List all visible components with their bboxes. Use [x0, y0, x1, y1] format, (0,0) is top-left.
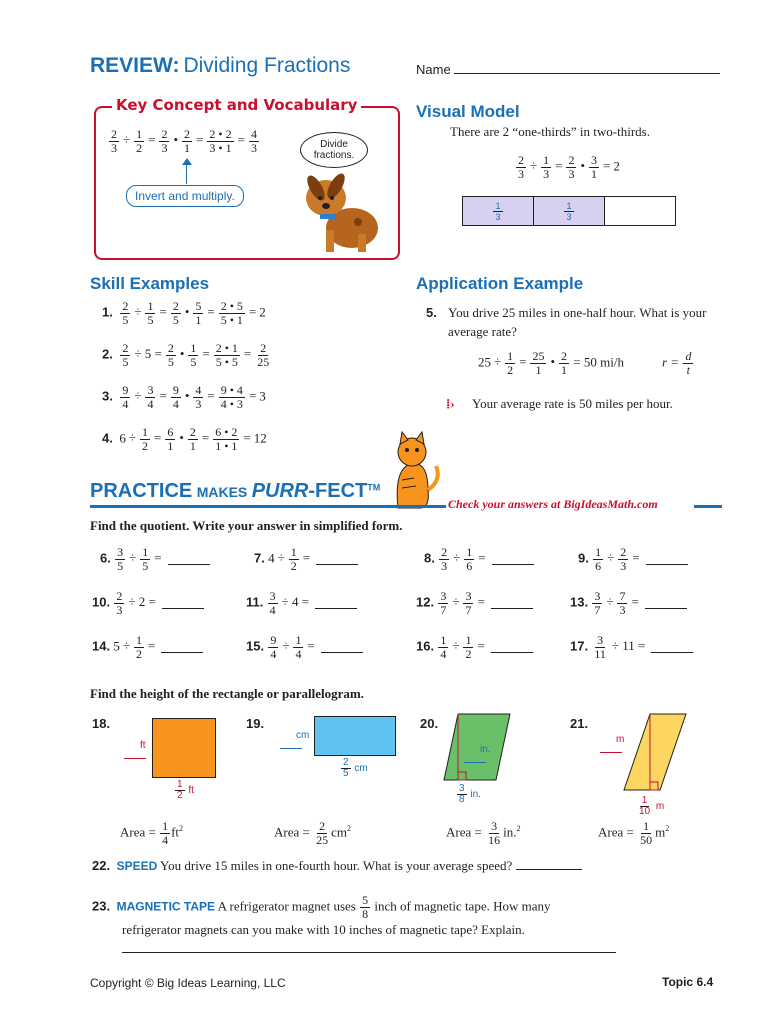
skill-examples-title: Skill Examples: [90, 274, 210, 293]
base-label-19: $\frac{2}{5}$ cm: [343, 757, 368, 779]
bar-segment: 1 3: [534, 197, 605, 225]
skill-example-4: 4. 6 ÷ $\frac{1}{2}$ = $\frac{6}{1}$ • $\frac{2}{1}$ = $\frac{6 • 2}{1 • 1}$ = 12: [102, 425, 267, 453]
problem-18-number: 18.: [92, 716, 111, 731]
height-unit-20: in.: [464, 744, 491, 766]
key-concept-title: Key Concept and Vocabulary: [112, 96, 361, 114]
instruction-height: Find the height of the rectangle or parallelogram.: [90, 686, 364, 701]
problem-15[interactable]: 15. $\frac{9}{4}$ ÷ $\frac{1}{4}$ =: [246, 634, 363, 661]
topic-label: Topic 6.4: [662, 975, 714, 989]
height-unit-18: ft: [124, 740, 146, 762]
arrow-up-icon: [182, 158, 192, 165]
review-prefix: REVIEW:: [90, 54, 180, 77]
arrow-line: [186, 162, 187, 184]
application-title: Application Example: [416, 274, 584, 293]
visual-model-text: There are 2 “one-thirds” in two-thirds.: [450, 124, 650, 139]
copyright: Copyright © Big Ideas Learning, LLC: [90, 976, 286, 990]
application-equation: 25 ÷ $\frac{1}{2}$ = $\frac{25}{1}$ • $\frac{2}{1}$ = 50 mi/h: [478, 349, 624, 377]
problem-12[interactable]: 12. $\frac{3}{7}$ ÷ $\frac{3}{7}$ =: [416, 590, 533, 617]
problem-7[interactable]: 7. 4 ÷ $\frac{1}{2}$ =: [254, 546, 358, 573]
page-title: [90, 54, 350, 78]
rectangle-shape: [314, 716, 396, 756]
banner-rule-right: [694, 505, 722, 508]
visual-model-title: Visual Model: [416, 102, 520, 121]
problem-21-number: 21.: [570, 716, 589, 731]
application-problem: 5. You drive 25 miles in one-half hour. What is your average rate?: [426, 305, 707, 339]
problem-13[interactable]: 13. $\frac{3}{7}$ ÷ $\frac{7}{3}$ =: [570, 590, 687, 617]
base-label-18: $\frac{1}{2}$ ft: [177, 779, 194, 801]
problem-22[interactable]: 22. SPEED You drive 15 miles in one-fourth hour. What is your average speed?: [92, 858, 582, 874]
square-shape: [152, 718, 216, 778]
height-unit-19: cm: [280, 730, 309, 752]
answer-arrow-icon: ⁞›: [446, 396, 455, 411]
rate-formula: r = $\frac{d}{t}$: [662, 349, 692, 377]
problem-19-number: 19.: [246, 716, 265, 731]
problem-16[interactable]: 16. $\frac{1}{4}$ ÷ $\frac{1}{2}$ =: [416, 634, 533, 661]
bar-segment-empty: [605, 197, 675, 225]
area-18: Area = $\frac{1}{4}$ $ft^2$: [120, 819, 184, 847]
base-label-21: $\frac{1}{10}$ m: [639, 795, 665, 817]
problem-14[interactable]: 14. 5 ÷ $\frac{1}{2}$ =: [92, 634, 203, 661]
cat-icon: [380, 430, 446, 510]
practice-banner: PRACTICE MAKES PURR-FECT™: [90, 480, 381, 502]
visual-model-equation: $\frac{2}{3}$ ÷ $\frac{1}{3}$ = $\frac{2}{3}$ • $\frac{3}{1}$ = 2: [518, 153, 620, 181]
skill-example-1: 1. $\frac{2}{5}$ ÷ $\frac{1}{5}$ = $\frac{2}{5}$ • $\frac{5}{1}$ = $\frac{2 • 5}{5 • 1}$ = 2: [102, 299, 266, 327]
problem-11[interactable]: 11. $\frac{3}{4}$ ÷ 4 =: [246, 590, 357, 617]
banner-rule-left: [90, 505, 446, 508]
base-label-20: $\frac{3}{8}$ in.: [459, 783, 481, 805]
check-answers-link[interactable]: Check your answers at BigIdeasMath.com: [448, 497, 658, 511]
fraction-bar: [462, 196, 676, 226]
problem-9[interactable]: 9. $\frac{1}{6}$ ÷ $\frac{2}{3}$ =: [578, 546, 688, 573]
parallelogram-yellow: [622, 712, 688, 794]
review-title: Dividing Fractions: [183, 54, 351, 77]
problem-17[interactable]: 17. $\frac{3}{11}$ ÷ 11 =: [570, 634, 693, 661]
problem-10[interactable]: 10. $\frac{2}{3}$ ÷ 2 =: [92, 590, 204, 617]
bar-segment: 1 3: [463, 197, 534, 225]
speech-bubble: Divide fractions.: [300, 132, 368, 168]
answer-line[interactable]: [122, 952, 616, 953]
name-line[interactable]: [454, 63, 720, 74]
instruction-quotient: Find the quotient. Write your answer in simplified form.: [90, 518, 403, 533]
key-concept-equation: $\frac{2}{3}$ ÷ $\frac{1}{2}$ = $\frac{2}{3}$ • $\frac{2}{1}$ = $\frac{2 • 2}{3 • 1}$ = $\frac{4}{3}$: [111, 127, 257, 155]
problem-23-line2: refrigerator magnets can you make with 10 inches of magnetic tape? Explain.: [122, 922, 525, 937]
skill-example-3: 3. $\frac{9}{4}$ ÷ $\frac{3}{4}$ = $\frac{9}{4}$ • $\frac{4}{3}$ = $\frac{9 • 4}{4 • 3}$ = 3: [102, 383, 266, 411]
area-20: Area = $\frac{3}{16}$ in.$^2$: [446, 819, 521, 847]
problem-8[interactable]: 8. $\frac{2}{3}$ ÷ $\frac{1}{6}$ =: [424, 546, 534, 573]
name-label: Name: [416, 62, 451, 77]
problem-23[interactable]: 23. MAGNETIC TAPE A refrigerator magnet uses $\frac{5}{8}$ inch of magnetic tape. How many: [92, 893, 551, 921]
area-21: Area = $\frac{1}{50}$ $m^2$: [598, 819, 670, 847]
application-answer: Your average rate is 50 miles per hour.: [472, 396, 673, 411]
name-field[interactable]: [416, 62, 720, 77]
invert-note: Invert and multiply.: [126, 185, 244, 207]
area-19: Area = $\frac{2}{25}$ $cm^2$: [274, 819, 351, 847]
dog-icon: [296, 168, 386, 256]
height-unit-21: m: [600, 734, 624, 756]
problem-20-number: 20.: [420, 716, 439, 731]
skill-example-2: 2. $\frac{2}{5}$ ÷ 5 = $\frac{2}{5}$ • $\frac{1}{5}$ = $\frac{2 • 1}{5 • 5}$ = $\frac{2}{25}$: [102, 341, 270, 369]
problem-6[interactable]: 6. $\frac{3}{5}$ ÷ $\frac{1}{5}$ =: [100, 546, 210, 573]
